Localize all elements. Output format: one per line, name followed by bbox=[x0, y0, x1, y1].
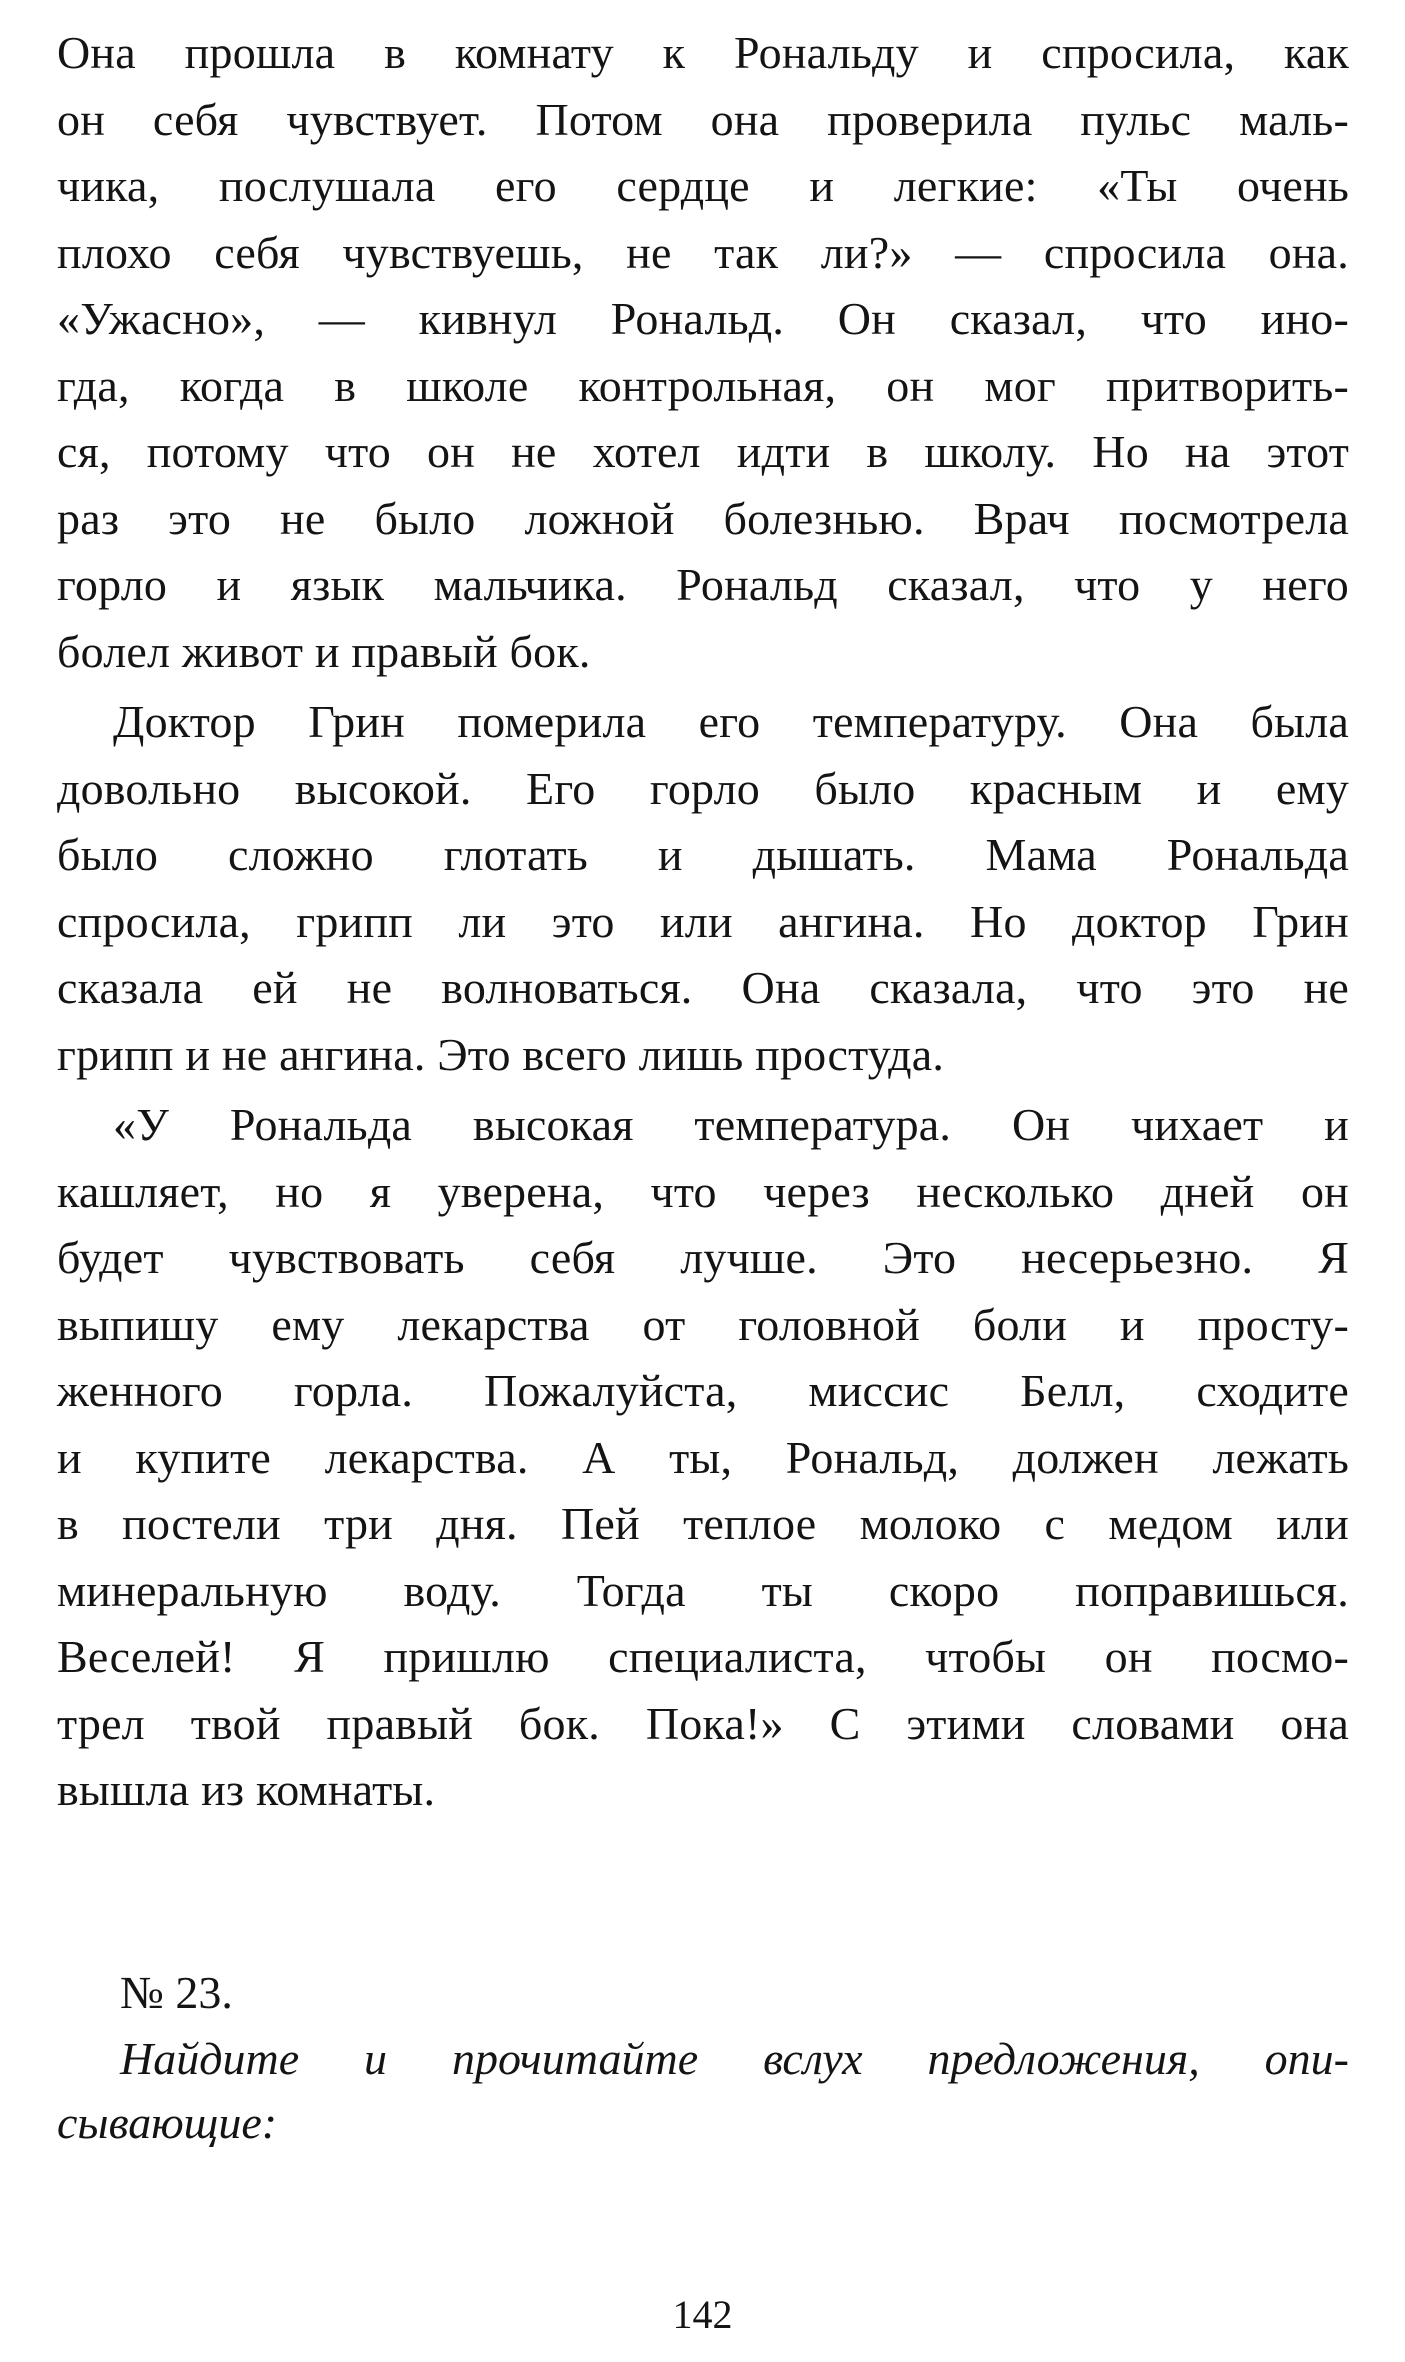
paragraph-1 bbox=[57, 20, 1349, 685]
text-line: Доктор Грин померила его температуру. Она была bbox=[113, 696, 1349, 747]
text-line: минеральную воду. Тогда ты скоро поправишься. bbox=[57, 1564, 1349, 1616]
text-line: плохо себя чувствуешь, не так ли?» — спросила она. bbox=[57, 226, 1349, 278]
text-line: довольно высокой. Его горло было красным и ему bbox=[57, 762, 1349, 814]
text-line: грипп и не ангина. Это всего лишь простуда. bbox=[57, 1028, 945, 1080]
text-line: болел живот и правый бок. bbox=[57, 625, 591, 677]
text-line: кашляет, но я уверена, что через несколько дней он bbox=[57, 1165, 1349, 1217]
text-line: Она прошла в комнату к Рональду и спросила, как bbox=[57, 27, 1349, 78]
text-line: было сложно глотать и дышать. Мама Рональда bbox=[57, 829, 1349, 880]
text-line: Веселей! Я пришлю специалиста, чтобы он посмо- bbox=[57, 1631, 1349, 1682]
text-line: гда, когда в школе контрольная, он мог притворить- bbox=[57, 359, 1349, 411]
page-text bbox=[57, 20, 1349, 1824]
text-line: будет чувствовать себя лучше. Это несерьезно. Я bbox=[57, 1232, 1349, 1283]
text-line: горло и язык мальчика. Рональд сказал, что у него bbox=[57, 559, 1349, 610]
text-line: сказала ей не волноваться. Она сказала, что это не bbox=[57, 962, 1349, 1013]
exercise-instruction bbox=[57, 2027, 1349, 2155]
text-line: и купите лекарства. А ты, Рональд, должен лежать bbox=[57, 1431, 1349, 1483]
text-line: женного горла. Пожалуйста, миссис Белл, сходите bbox=[57, 1365, 1349, 1416]
instruction-line: Найдите и прочитайте вслух предложения, опи- bbox=[120, 2033, 1349, 2084]
page-number: 142 bbox=[672, 2292, 733, 2337]
paragraph-3 bbox=[57, 1092, 1349, 1824]
text-line: в постели три дня. Пей теплое молоко с медом или bbox=[57, 1498, 1349, 1549]
text-line: он себя чувствует. Потом она проверила пульс маль- bbox=[57, 93, 1349, 145]
text-line: ся, потому что он не хотел идти в школу. Но на этот bbox=[57, 426, 1349, 477]
text-line: выпишу ему лекарства от головной боли и просту- bbox=[57, 1298, 1349, 1350]
text-line: спросила, грипп ли это или ангина. Но доктор Грин bbox=[57, 895, 1349, 947]
exercise-number: № 23. bbox=[120, 1967, 233, 2018]
text-line: чика, послушала его сердце и легкие: «Ты очень bbox=[57, 160, 1349, 211]
text-line: «Ужасно», — кивнул Рональд. Он сказал, что ино- bbox=[57, 293, 1349, 344]
text-line: трел твой правый бок. Пока!» С этими словами она bbox=[57, 1697, 1349, 1749]
instruction-line: сывающие: bbox=[57, 2097, 278, 2148]
text-line: «У Рональда высокая температура. Он чихает и bbox=[113, 1099, 1349, 1150]
text-line: раз это не было ложной болезнью. Врач посмотрела bbox=[57, 492, 1349, 544]
paragraph-2 bbox=[57, 689, 1349, 1088]
text-line: вышла из комнаты. bbox=[57, 1764, 436, 1815]
